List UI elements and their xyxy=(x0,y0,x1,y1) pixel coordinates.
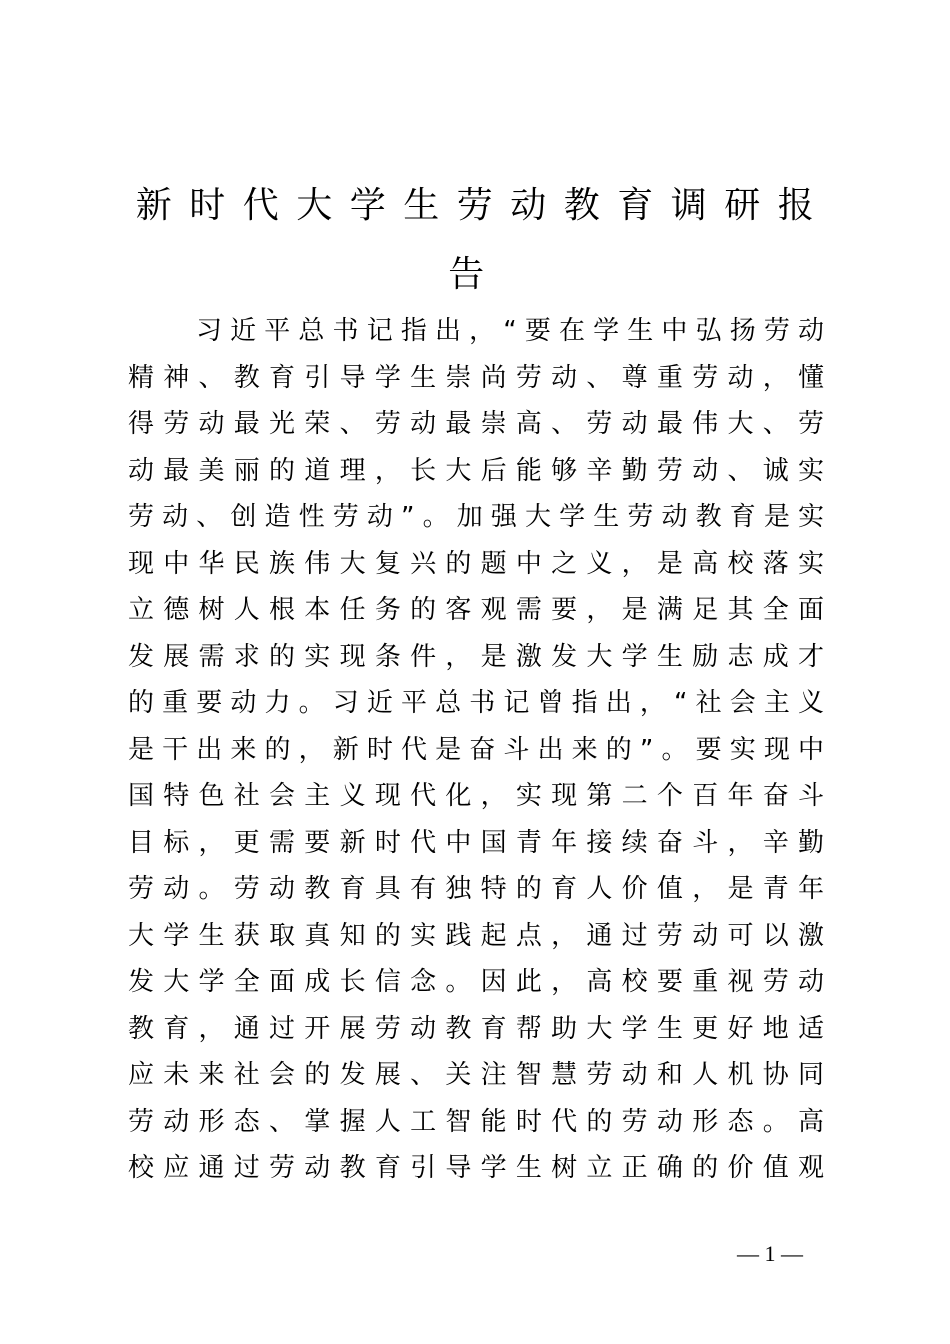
body-line: 精神、教育引导学生崇尚劳动、尊重劳动，懂 xyxy=(128,363,828,393)
body-line: 动最美丽的道理，长大后能够辛勤劳动、诚实 xyxy=(128,456,828,486)
body-line: 发展需求的实现条件，是激发大学生励志成才 xyxy=(128,642,828,672)
body-line: 国特色社会主义现代化，实现第二个百年奋斗 xyxy=(128,781,828,811)
body-line: 应未来社会的发展、关注智慧劳动和人机协同 xyxy=(128,1060,828,1090)
body-line: 得劳动最光荣、劳动最崇高、劳动最伟大、劳 xyxy=(128,409,828,439)
body-line: 目标，更需要新时代中国青年接续奋斗，辛勤 xyxy=(128,828,828,858)
body-line: 习近平总书记指出，“要在学生中弘扬劳动 xyxy=(196,316,828,346)
body-line: 劳动形态、掌握人工智能时代的劳动形态。高 xyxy=(128,1107,828,1137)
page-number: — 1 — xyxy=(737,1241,803,1266)
document-title-line-2: 告 xyxy=(448,254,502,295)
body-line: 劳动。劳动教育具有独特的育人价值，是青年 xyxy=(128,874,828,904)
body-line: 发大学全面成长信念。因此，高校要重视劳动 xyxy=(128,967,828,997)
body-line: 是干出来的，新时代是奋斗出来的”。要实现中 xyxy=(128,735,828,765)
body-line: 的重要动力。习近平总书记曾指出，“社会主义 xyxy=(128,688,828,718)
body-line: 大学生获取真知的实践起点，通过劳动可以激 xyxy=(128,921,828,951)
body-line: 立德树人根本任务的客观需要，是满足其全面 xyxy=(128,595,828,625)
body-line: 教育，通过开展劳动教育帮助大学生更好地适 xyxy=(128,1014,828,1044)
body-line: 校应通过劳动教育引导学生树立正确的价值观 xyxy=(128,1153,828,1183)
document-title-line-1: 新时代大学生劳动教育调研报 xyxy=(135,185,832,226)
body-line: 现中华民族伟大复兴的题中之义，是高校落实 xyxy=(128,549,828,579)
body-line: 劳动、创造性劳动”。加强大学生劳动教育是实 xyxy=(128,502,828,532)
